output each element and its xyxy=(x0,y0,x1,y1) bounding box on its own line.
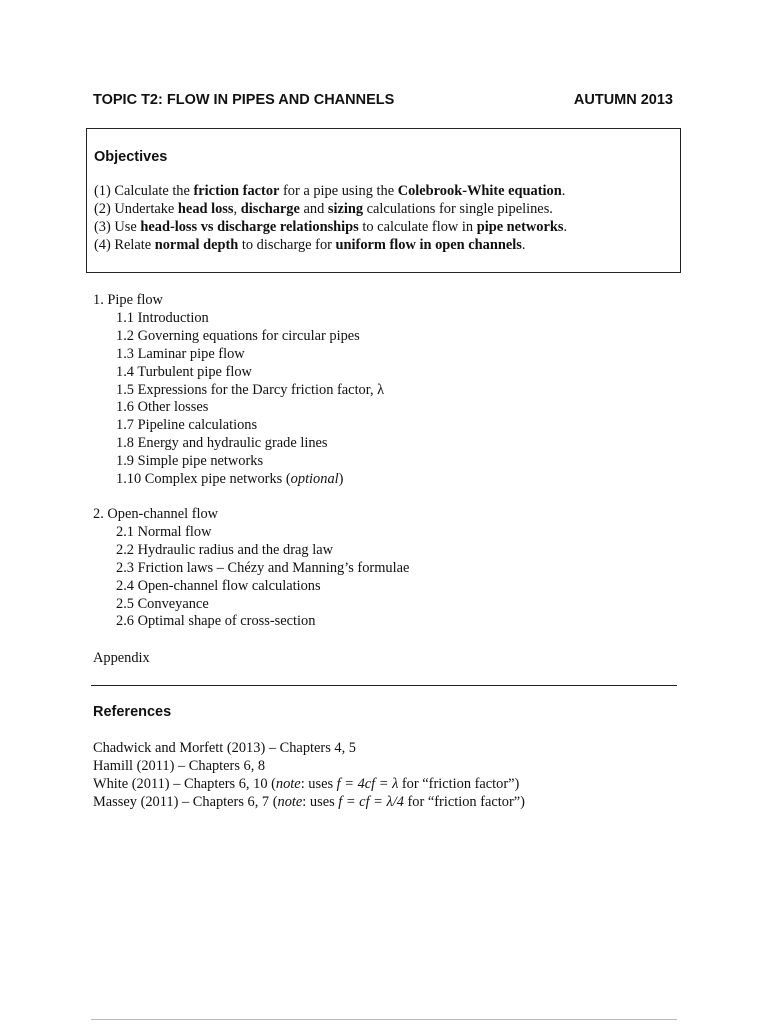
toc-item: 2.4 Open-channel flow calculations xyxy=(116,577,321,594)
objective-text: to discharge for xyxy=(238,237,336,253)
objective-keyword: discharge xyxy=(240,201,300,217)
toc-item xyxy=(93,471,384,489)
toc-item-text: 1.10 Complex pipe networks ( xyxy=(116,471,291,488)
objective-number: (4) xyxy=(94,237,111,253)
footer-divider xyxy=(91,1019,677,1020)
objective-item xyxy=(94,218,567,236)
objective-text: calculations for single pipelines. xyxy=(363,201,553,217)
toc-section-title: 2. Open-channel flow xyxy=(93,506,219,522)
reference-item: Hamill (2011) – Chapters 6, 8 xyxy=(93,757,266,774)
reference-note: note xyxy=(277,793,303,810)
toc-item: 2.3 Friction laws – Chézy and Manning’s formulae xyxy=(116,559,410,576)
toc-item: 1.5 Expressions for the Darcy friction factor, λ xyxy=(116,381,385,398)
reference-text: Massey (2011) – Chapters 6, 7 ( xyxy=(93,793,278,810)
objective-text: Use xyxy=(110,219,141,235)
objective-text: Undertake xyxy=(110,201,178,217)
reference-note: note xyxy=(275,775,301,792)
objective-keyword: friction factor xyxy=(193,183,280,199)
objective-keyword: normal depth xyxy=(154,237,239,253)
references-title: References xyxy=(93,704,172,720)
reference-text: : uses xyxy=(302,793,339,810)
toc-item: 2.1 Normal flow xyxy=(116,523,212,540)
objective-keyword: sizing xyxy=(327,201,364,217)
objective-text: Calculate the xyxy=(110,183,194,199)
reference-text: White (2011) – Chapters 6, 10 ( xyxy=(93,775,276,792)
document-title: TOPIC T2: FLOW IN PIPES AND CHANNELS xyxy=(93,92,395,108)
objectives-box xyxy=(86,128,681,273)
page-header xyxy=(93,92,673,108)
reference-text: for “friction factor”) xyxy=(403,793,525,810)
toc-item: 1.1 Introduction xyxy=(116,309,209,326)
toc-item: 1.9 Simple pipe networks xyxy=(116,453,264,470)
reference-equation: f = 4cf = λ xyxy=(336,775,399,792)
objective-item xyxy=(94,236,567,254)
toc-item: 1.4 Turbulent pipe flow xyxy=(116,363,252,380)
toc-item: 1.7 Pipeline calculations xyxy=(116,417,258,434)
toc-item: 2.2 Hydraulic radius and the drag law xyxy=(116,541,333,558)
reference-text: for “friction factor”) xyxy=(398,775,520,792)
toc-item: 1.8 Energy and hydraulic grade lines xyxy=(116,435,328,452)
objective-item xyxy=(94,200,567,218)
objective-keyword: head loss xyxy=(177,201,234,217)
reference-item xyxy=(93,794,525,812)
divider xyxy=(91,685,677,686)
toc-item: 2.5 Conveyance xyxy=(116,595,209,612)
toc-item: 2.6 Optimal shape of cross-section xyxy=(116,613,316,630)
objective-text: Relate xyxy=(110,237,155,253)
objective-item xyxy=(94,182,567,200)
objective-number: (2) xyxy=(94,201,111,217)
objective-text: . xyxy=(561,183,566,199)
objective-text: , xyxy=(233,201,241,217)
objective-text: . xyxy=(563,219,568,235)
toc-section-title: 1. Pipe flow xyxy=(93,292,163,308)
toc-section-pipe-flow xyxy=(93,292,384,489)
objective-number: (3) xyxy=(94,219,111,235)
toc-item-italic: optional xyxy=(290,471,339,488)
toc-section-open-channel-flow xyxy=(93,506,409,631)
references-list xyxy=(93,740,525,812)
toc-item-text: ) xyxy=(338,471,344,488)
objective-keyword: head-loss vs discharge relationships xyxy=(140,219,359,235)
reference-equation: f = cf = λ/4 xyxy=(338,793,404,810)
toc-item: 1.2 Governing equations for circular pipes xyxy=(116,327,360,344)
reference-item: Chadwick and Morfett (2013) – Chapters 4, 5 xyxy=(93,740,356,756)
objective-keyword: uniform flow in open channels xyxy=(335,237,522,253)
reference-text: : uses xyxy=(300,775,337,792)
objective-keyword: Colebrook-White equation xyxy=(397,183,562,199)
term-label: AUTUMN 2013 xyxy=(573,92,673,108)
objective-text: . xyxy=(521,237,526,253)
toc-item: 1.6 Other losses xyxy=(116,399,209,416)
objectives-list xyxy=(94,182,567,254)
objectives-title: Objectives xyxy=(94,149,168,165)
objective-text: and xyxy=(299,201,328,217)
toc-item: 1.3 Laminar pipe flow xyxy=(116,345,245,362)
objective-text: for a pipe using the xyxy=(279,183,398,199)
toc-appendix: Appendix xyxy=(93,650,150,666)
objective-text: to calculate flow in xyxy=(358,219,477,235)
reference-item xyxy=(93,776,525,794)
objective-number: (1) xyxy=(94,183,111,199)
objective-keyword: pipe networks xyxy=(476,219,564,235)
